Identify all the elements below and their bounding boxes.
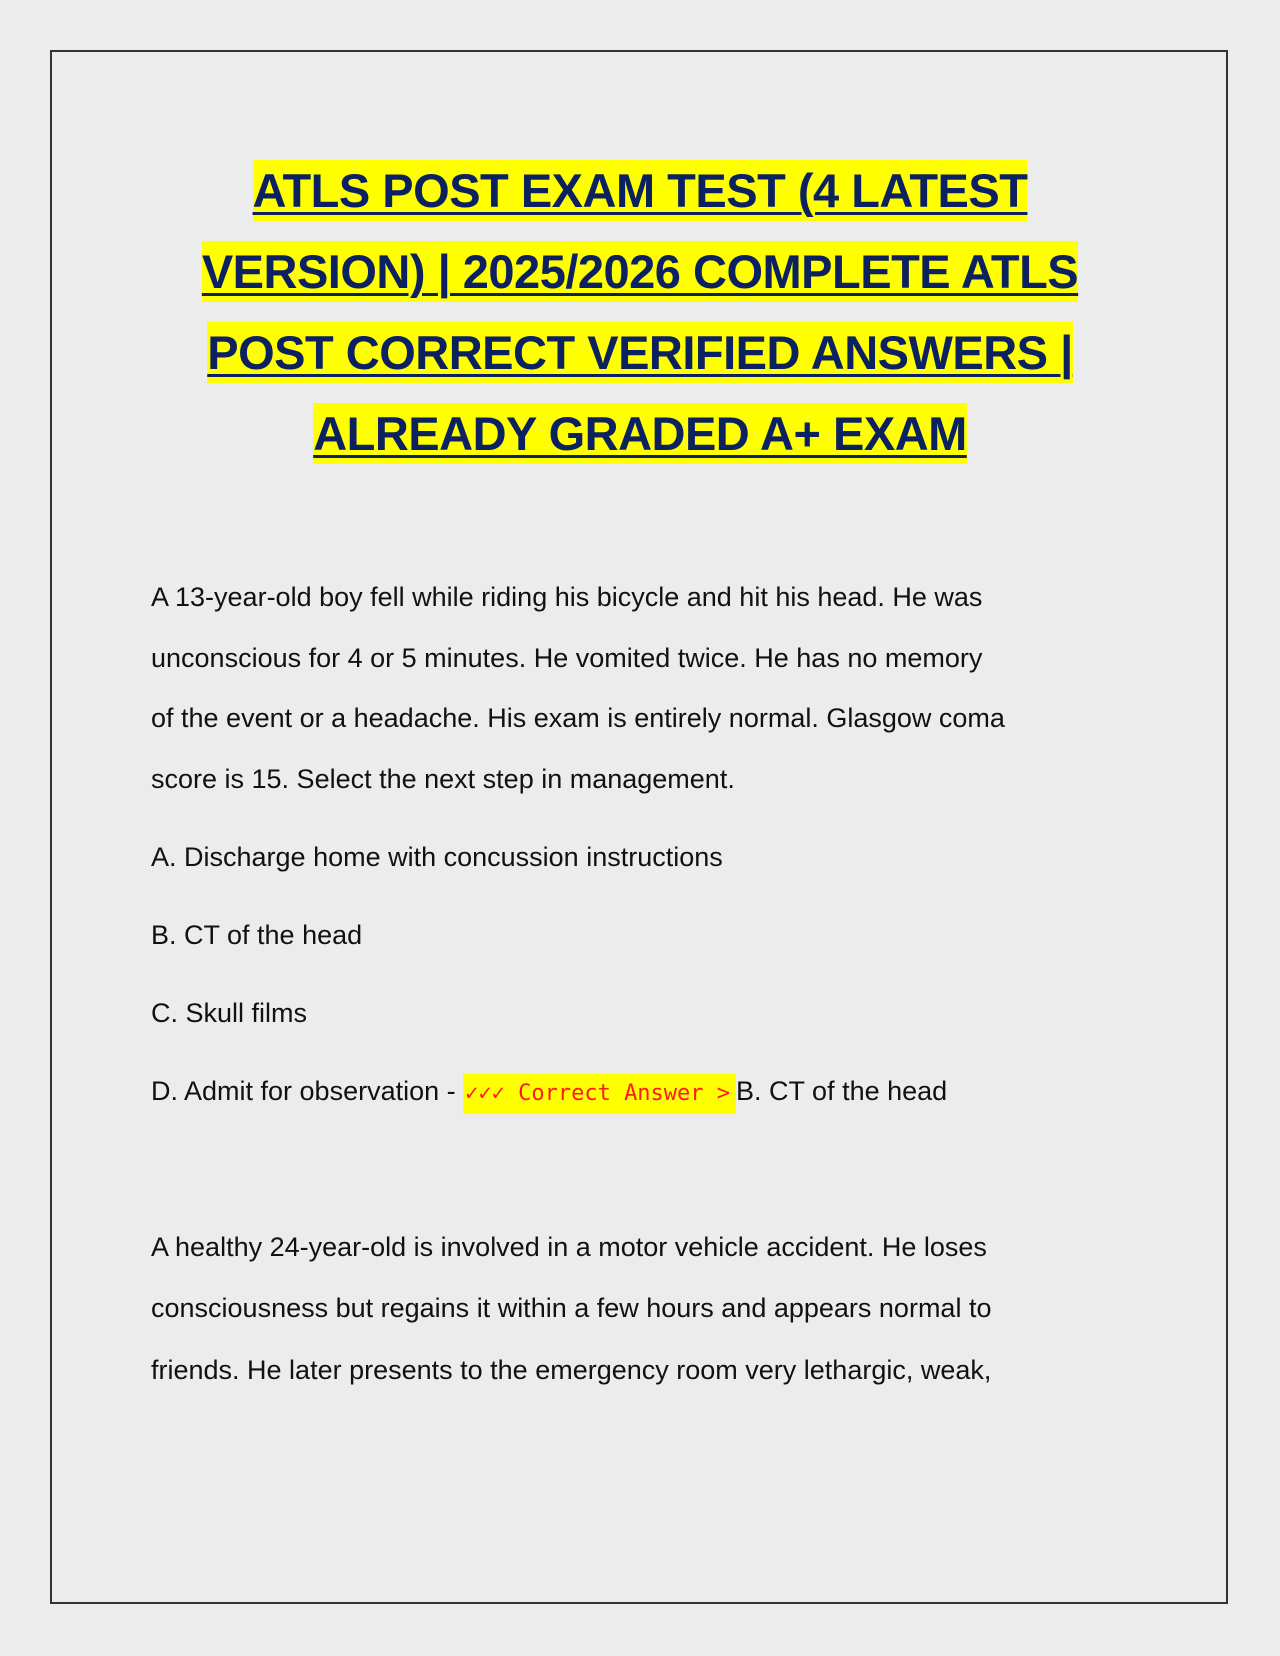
option-c: C. Skull films — [151, 998, 308, 1028]
option-b: B. CT of the head — [151, 920, 363, 950]
question-2-text: consciousness but regains it within a few hours and appears normal to — [151, 1293, 992, 1323]
document-title — [0, 150, 1280, 474]
title-line: ALREADY GRADED A+ EXAM — [313, 403, 967, 464]
title-line: VERSION) | 2025/2026 COMPLETE ATLS — [202, 241, 1078, 302]
correct-answer-badge: ✓✓✓ Correct Answer > — [463, 1074, 736, 1114]
option-a: A. Discharge home with concussion instructions — [151, 842, 723, 872]
title-line: ATLS POST EXAM TEST (4 LATEST — [253, 160, 1028, 221]
question-1-text: A 13-year-old boy fell while riding his bicycle and hit his head. He was — [151, 582, 983, 612]
question-1-text: of the event or a headache. His exam is entirely normal. Glasgow coma — [151, 703, 1005, 733]
title-line: POST CORRECT VERIFIED ANSWERS | — [207, 322, 1072, 383]
correct-answer: B. CT of the head — [736, 1076, 948, 1106]
option-d: D. Admit for observation - — [151, 1076, 464, 1106]
option-d-line — [151, 1074, 947, 1111]
question-1-text: unconscious for 4 or 5 minutes. He vomited twice. He has no memory — [151, 643, 983, 673]
question-2-text: friends. He later presents to the emergency room very lethargic, weak, — [151, 1355, 992, 1385]
question-1-text: score is 15. Select the next step in management. — [151, 764, 735, 794]
question-2-text: A healthy 24-year-old is involved in a motor vehicle accident. He loses — [151, 1232, 987, 1262]
